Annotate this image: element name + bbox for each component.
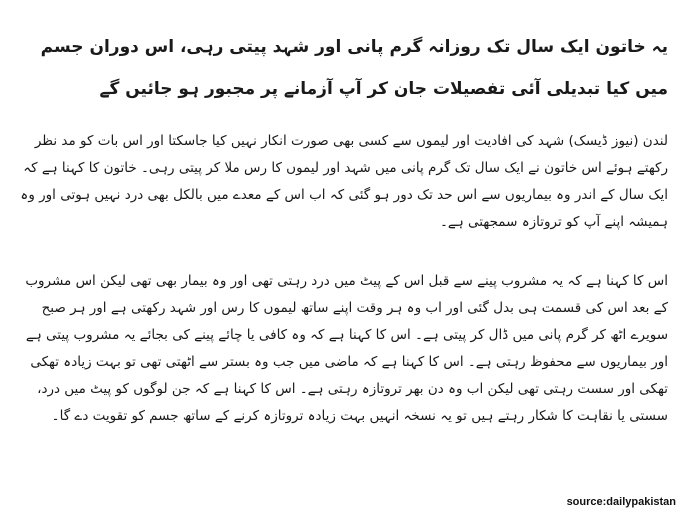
source-credit: source:dailypakistan [566, 496, 676, 508]
article-headline: یہ خاتون ایک سال تک روزانہ گرم پانی اور شہد پیتی رہی، اس دوران جسم میں کیا تبدیلی آئی تفصیلات جان کر آپ آزمانے پر مجبور ہو جائیں گے [40, 37, 668, 99]
article-paragraph-1: لندن (نیوز ڈیسک) شہد کی افادیت اور لیموں سے کسی بھی صورت انکار نہیں کیا جاسکتا اور اس بات کو مد نظر رکھتے ہوئے اس خاتون نے ایک سال تک گرم پانی میں شہد اور لیموں کا رس ملا کر پیتی رہی۔ خاتون کا کہنا ہے کہ ایک سال کے اندر وہ بیماریوں سے اس حد تک دور ہو گئی کہ اب اس کے معدے میں بالکل بھی درد نہیں ہوتی اور وہ ہمیشہ اپنے آپ کو تروتازہ سمجھتی ہے۔ [20, 133, 668, 230]
article-paragraph-2: اس کا کہنا ہے کہ یہ مشروب پینے سے قبل اس کے پیٹ میں درد رہتی تھی اور وہ بیمار بھی تھی لیکن اس مشروب کے بعد اس کی قسمت ہی بدل گئی اور اب وہ ہر وقت اپنے ساتھ لیموں کا رس اور شہد رکھتی ہے اور ہر صبح سویرے اٹھ کر گرم پانی میں ڈال کر پیتی ہے۔ اس کا کہنا ہے کہ وہ کافی یا چائے پینے کی بجائے یہ مشروب پیتی ہے اور بیماریوں سے محفوظ رہتی ہے۔ اس کا کہنا ہے کہ ماضی میں جب وہ بستر سے اٹھتی تھی تو بہت زیادہ تھکی تھکی اور سست رہتی تھی لیکن اب وہ دن بھر تروتازہ رہتی ہے۔ اس کا کہنا ہے کہ جن لوگوں کو پیٹ میں درد، سستی یا نقاہت کا شکار رہتے ہیں تو یہ نسخہ انہیں بہت زیادہ تروتازہ کرنے کے ساتھ جسم کو تقویت دے گا۔ [25, 273, 668, 424]
